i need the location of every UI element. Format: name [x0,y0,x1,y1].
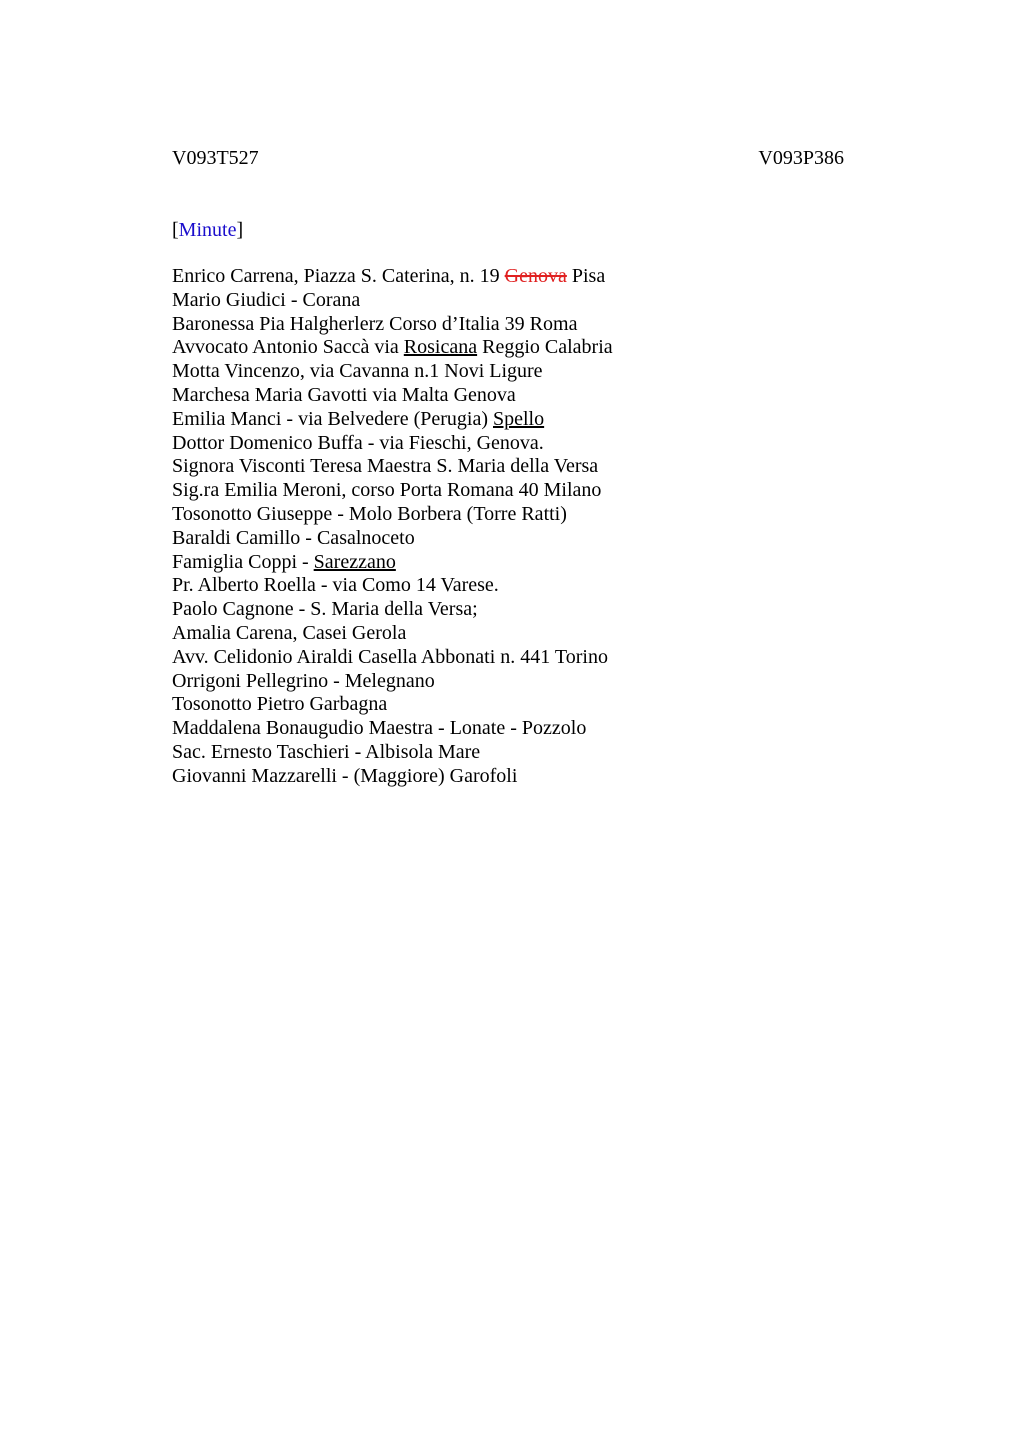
list-item: Sig.ra Emilia Meroni, corso Porta Romana 40 Milano [172,479,602,502]
document-code-left: V093T527 [172,147,259,169]
list-item: Pr. Alberto Roella - via Como 14 Varese. [172,574,499,597]
list-item: Enrico Carrena, Piazza S. Caterina, n. 19 Genova Pisa [172,265,606,287]
list-item: Avv. Celidonio Airaldi Casella Abbonati n. 441 Torino [172,645,608,668]
list-item: Paolo Cagnone - S. Maria della Versa; [172,598,478,621]
underlined-text: Rosicana [403,336,478,359]
list-item: Signora Visconti Teresa Maestra S. Maria della Versa [172,455,599,478]
minute-link[interactable]: Minute [178,219,237,241]
list-item: Motta Vincenzo, via Cavanna n.1 Novi Ligure [172,360,543,383]
deleted-text: Genova [504,265,567,287]
bracket-close: ] [236,219,244,241]
underlined-text: Spello [493,407,545,430]
list-item: Baronessa Pia Halgherlerz Corso d’Italia 39 Roma [172,312,578,335]
document-code-right: V093P386 [758,147,844,169]
list-item: Maddalena Bonaugudio Maestra - Lonate - Pozzolo [172,717,587,740]
list-item: Giovanni Mazzarelli - (Maggiore) Garofoli [172,764,518,787]
bracket-open: [ [172,219,179,241]
list-item: Sac. Ernesto Taschieri - Albisola Mare [172,740,481,763]
list-item: Amalia Carena, Casei Gerola [172,621,407,644]
underlined-text: Sarezzano [313,550,396,573]
list-item: Avvocato Antonio Saccà via Rosicana Reggio Calabria [172,336,613,359]
list-item: Emilia Manci - via Belvedere (Perugia) Spello [172,407,545,430]
list-item: Tosonotto Pietro Garbagna [172,693,388,716]
list-item: Orrigoni Pellegrino - Melegnano [172,669,435,692]
list-item: Marchesa Maria Gavotti via Malta Genova [172,383,516,406]
section-heading [172,218,243,242]
address-list [172,265,613,789]
list-item: Tosonotto Giuseppe - Molo Borbera (Torre Ratti) [172,502,567,525]
list-item: Famiglia Coppi - Sarezzano [172,550,396,573]
list-item: Baraldi Camillo - Casalnoceto [172,526,415,549]
list-item: Dottor Domenico Buffa - via Fieschi, Genova. [172,431,544,454]
list-item: Mario Giudici - Corana [172,288,361,311]
